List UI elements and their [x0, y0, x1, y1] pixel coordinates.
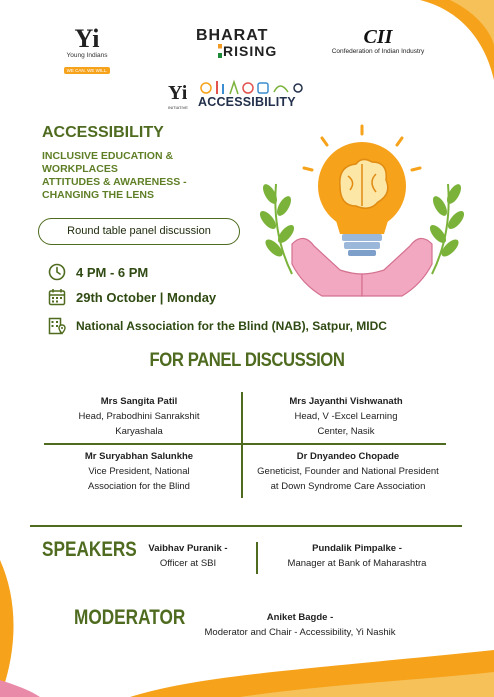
- panelist-card: [246, 394, 446, 439]
- panelist-role: Head, V -Excel Learning: [294, 411, 398, 422]
- speaker-card: [262, 541, 452, 571]
- panelist-card: [228, 449, 468, 494]
- event-date-row: [48, 287, 216, 307]
- accessibility-symbols-icon: [198, 78, 306, 95]
- speakers-top-divider: [30, 525, 462, 527]
- event-venue: National Association for the Blind (NAB), Satpur, MIDC: [76, 319, 387, 333]
- cii-logo: [322, 26, 434, 55]
- panelist-role: Karyashala: [115, 426, 163, 437]
- panelist-role: Vice President, National: [88, 466, 190, 477]
- panelist-name: Mr Suryabhan Salunkhe: [84, 451, 194, 462]
- acc-yi-mark: Yi: [168, 82, 188, 104]
- panelist-name: Mrs Jayanthi Vishwanath: [289, 396, 403, 407]
- panelist-role: at Down Syndrome Care Association: [270, 481, 426, 492]
- speaker-role: Manager at Bank of Maharashtra: [287, 558, 427, 569]
- panelist-role: Head, Prabodhini Sanrakshit: [78, 411, 200, 422]
- yi-accessibility-logo: [168, 78, 308, 114]
- calendar-icon: [48, 288, 66, 306]
- moderator-heading: MODERATOR: [74, 606, 186, 629]
- building-location-icon: [48, 317, 66, 335]
- yi-name: Young Indians: [66, 52, 108, 59]
- event-title: ACCESSIBILITY: [42, 124, 164, 141]
- topic-line: ATTITUDES & AWARENESS -: [42, 176, 187, 188]
- acc-word: ACCESSIBILITY: [198, 95, 296, 109]
- topic-line: INCLUSIVE EDUCATION &: [42, 150, 174, 162]
- panelist-role: Geneticist, Founder and National President: [257, 466, 439, 477]
- event-date: 29th October | Monday: [76, 289, 217, 305]
- panelist-role: Association for the Blind: [88, 481, 190, 492]
- bharat-rising-logo: [196, 28, 280, 58]
- bharat-line2: RISING: [223, 43, 278, 59]
- speaker-name: Vaibhav Puranik -: [148, 543, 228, 554]
- event-time: 4 PM - 6 PM: [76, 264, 149, 280]
- topic-line: WORKPLACES: [42, 163, 118, 175]
- panelist-card: [40, 394, 238, 439]
- top-right-swoosh: [380, 0, 494, 110]
- cii-mark: CII: [363, 26, 393, 48]
- panelist-name: Mrs Sangita Patil: [100, 396, 178, 407]
- flag-icon: [218, 44, 222, 58]
- lightbulb-brain-icon: [252, 124, 472, 299]
- event-topics: [42, 150, 262, 202]
- bharat-line1: BHARAT: [196, 27, 269, 44]
- panelist-role: Center, Nasik: [317, 426, 375, 437]
- panel-heading: FOR PANEL DISCUSSION: [149, 350, 345, 371]
- format-badge: Round table panel discussion: [38, 218, 240, 245]
- event-time-row: [48, 262, 148, 282]
- yi-tagline: WE CAN. WE WILL.: [64, 67, 111, 74]
- speakers-divider: [256, 542, 258, 574]
- moderator-name: Aniket Bagde -: [266, 612, 334, 623]
- panelist-card: [40, 449, 238, 494]
- cii-name: Confederation of Indian Industry: [331, 48, 425, 55]
- young-indians-logo: [62, 26, 112, 77]
- bottom-swoosh: [0, 640, 494, 697]
- speaker-name: Pundalik Pimpalke -: [312, 543, 402, 554]
- speaker-role: Officer at SBI: [159, 558, 217, 569]
- panel-divider-horizontal: [44, 443, 446, 445]
- event-venue-row: [48, 316, 387, 336]
- panelist-name: Dr Dnyandeo Chopade: [296, 451, 400, 462]
- acc-initiative: INITIATIVE: [168, 105, 188, 110]
- moderator-card: [180, 610, 420, 640]
- speaker-card: [128, 541, 248, 571]
- speakers-heading: SPEAKERS: [42, 538, 137, 561]
- clock-icon: [48, 263, 66, 281]
- yi-mark: Yi: [74, 24, 100, 53]
- moderator-role: Moderator and Chair - Accessibility, Yi Nashik: [204, 627, 396, 638]
- topic-line: CHANGING THE LENS: [42, 189, 155, 201]
